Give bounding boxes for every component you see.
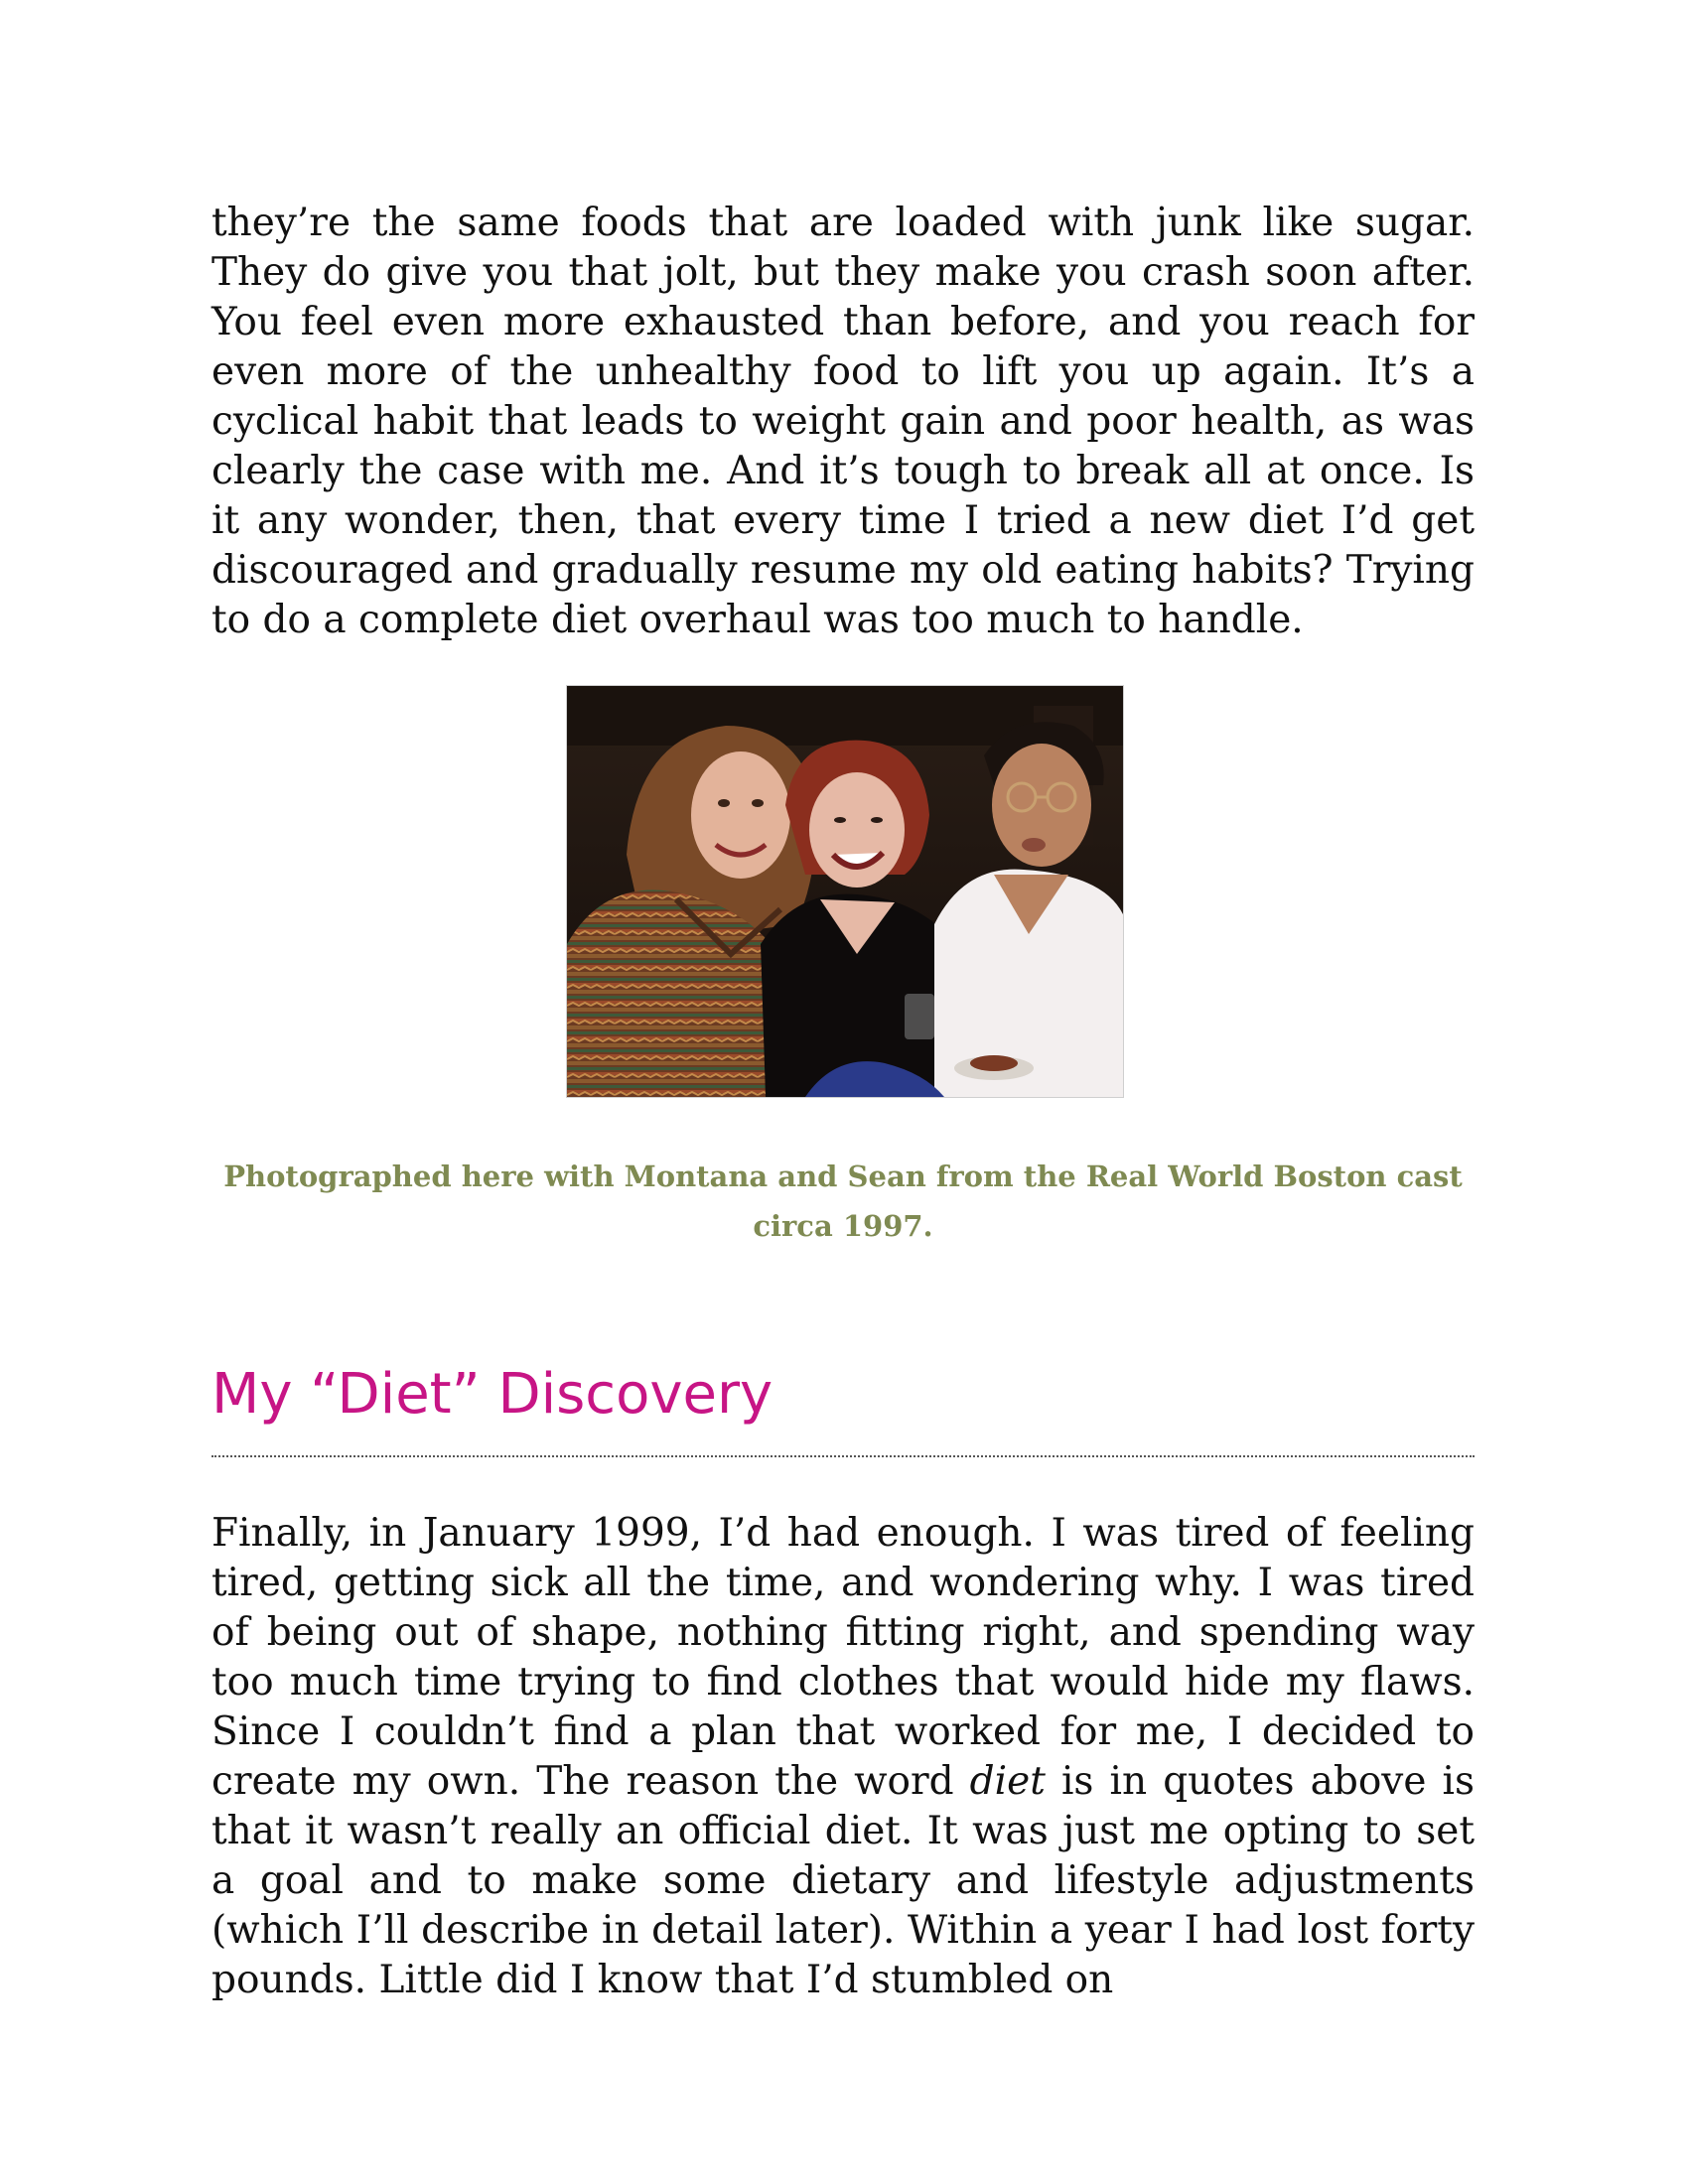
- photo-caption: Photographed here with Montana and Sean from the Real World Boston cast circa 1997.: [223, 1160, 1463, 1243]
- photo-illustration: [567, 686, 1123, 1097]
- section-heading: My “Diet” Discovery: [211, 1362, 774, 1427]
- heading-divider: [211, 1455, 1475, 1457]
- paragraph-text-start: Finally, in January 1999, I’d had enough. I was tired of feeling tired, getting sick all the time, and wondering why. I was tired of being out of shape, nothing fitting right, and spending way too much time trying to find clothes that would hide my flaws. Since I couldn’t find a plan that worked for me, I decided to create my own. The reason the word: [211, 1511, 1475, 1804]
- group-photo: [566, 685, 1124, 1098]
- body-paragraph: they’re the same foods that are loaded with junk like sugar. They do give you that jolt, but they make you crash soon after. You feel even more exhausted than before, and you reach for even more of the unhealthy food to lift you up again. It’s a cyclical habit that leads to weight gain and poor health, as was clearly the case with me. And it’s tough to break all at once. Is it any wonder, then, that every time I tried a new diet I’d get discouraged and gradually resume my old eating habits? Trying to do a complete diet overhaul was too much to handle.: [211, 201, 1475, 642]
- body-paragraph-2: [211, 1509, 1475, 2005]
- paragraph-text-end: is in quotes above is that it wasn’t really an official diet. It was just me opting to set a goal and to make some dietary and lifestyle adjustments (which I’ll describe in detail later). Within a year I had lost forty pounds. Little did I know that I’d stumbled on: [211, 1759, 1475, 2002]
- italic-word: diet: [969, 1759, 1046, 1804]
